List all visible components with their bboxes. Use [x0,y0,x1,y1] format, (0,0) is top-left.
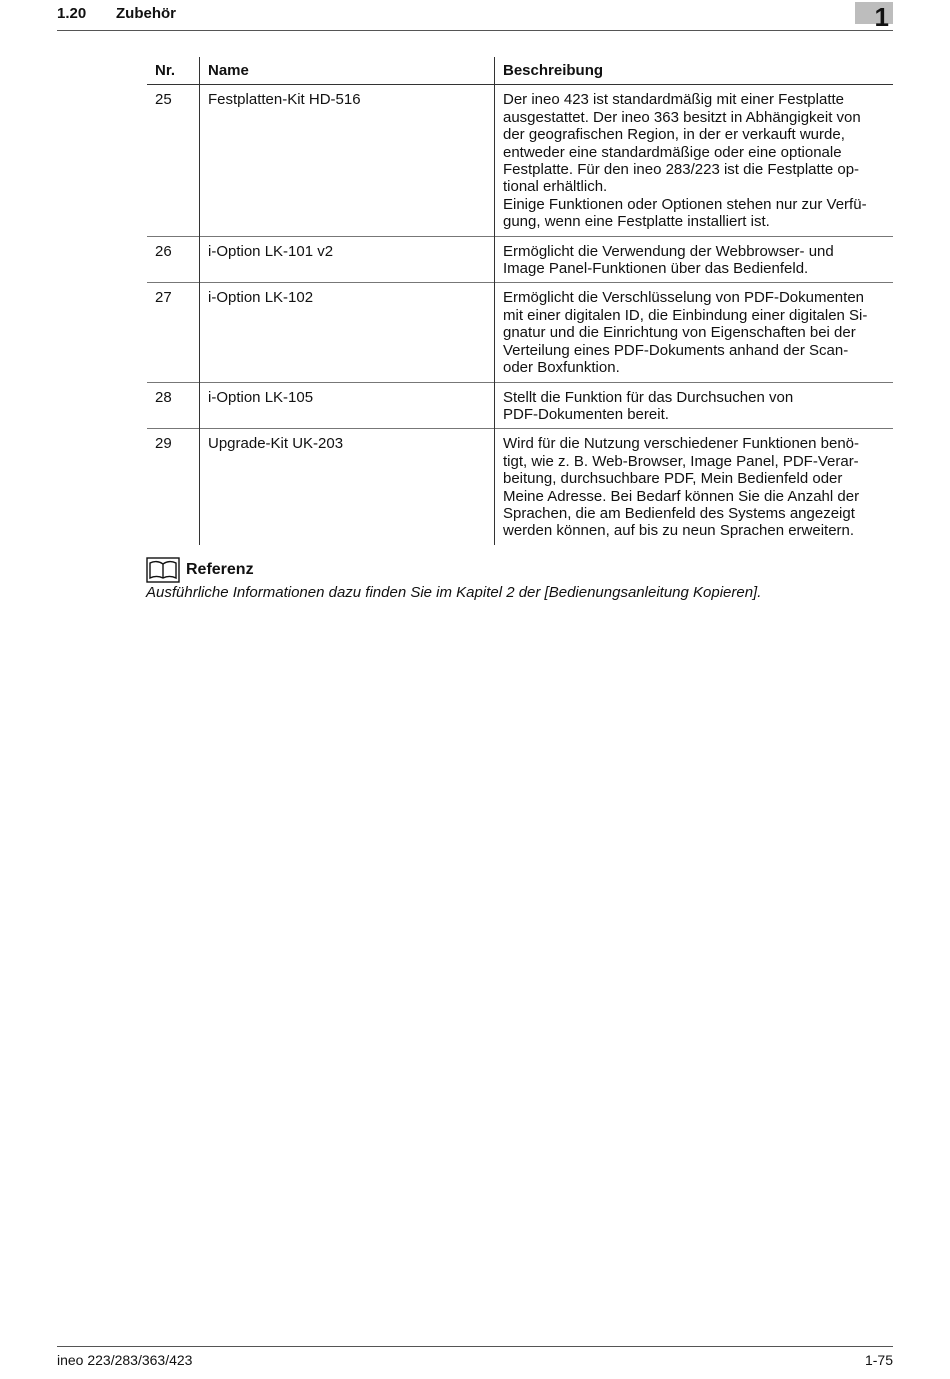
row-description: Stellt die Funktion für das Durchsuchen von PDF-Dokumenten bereit. [495,382,894,429]
footer-product: ineo 223/283/363/423 [57,1352,193,1368]
row-number: 28 [147,382,200,429]
table-row [147,85,893,236]
page-header [57,0,893,31]
table-header-row [147,57,893,85]
row-number: 29 [147,429,200,545]
page-footer [57,1346,893,1368]
footer-page-number: 1-75 [864,1352,893,1368]
row-number: 25 [155,91,172,109]
reference-text: Ausführliche Informationen dazu finden Sie im Kapitel 2 der [Bedienungsanleitung Kopieren]. [146,584,762,601]
table-row [147,283,893,382]
row-name: Festplatten-Kit HD-516 [200,85,495,236]
reference-title: Referenz [186,561,254,578]
section-number: 1.20 [57,5,87,22]
reference-note [146,557,906,601]
column-header-name: Name [200,57,495,85]
column-header-description: Beschreibung [495,57,894,85]
row-name: i-Option LK-105 [200,382,495,429]
column-header-nr: Nr. [147,57,200,85]
row-description: Wird für die Nutzung verschiedener Funktionen benö- tigt, wie z. B. Web-Browser, Image Panel, PDF-Verar- beitung, durchsuchbare PDF, Mein Bedienfeld oder Meine Adresse. Bei Bedarf können Sie die Anzahl der Sprachen, die am Bedienfeld des Systems angezeigt werden können, auf bis zu neun Sprachen erweitern. [495,429,894,545]
reference-heading [146,557,906,583]
row-description: Ermöglicht die Verschlüsselung von PDF-Dokumenten mit einer digitalen ID, die Einbindung einer digitalen Si- gnatur und die Einrichtung von Eigenschaften bei der Verteilung eines PDF-Dokuments anhand der Scan- oder Boxfunktion. [495,283,894,382]
table-row [147,429,893,545]
row-number: 27 [147,283,200,382]
section-title: Zubehör [116,5,176,22]
row-description: Ermöglicht die Verwendung der Webbrowser- und Image Panel-Funktionen über das Bedienfeld. [495,236,894,283]
table-row [147,382,893,429]
row-name: i-Option LK-102 [200,283,495,382]
row-name: Upgrade-Kit UK-203 [200,429,495,545]
table-row [147,236,893,283]
row-description: Der ineo 423 ist standardmäßig mit einer Festplatte ausgestattet. Der ineo 363 besitzt in Abhängigkeit von der geografischen Region, in der er verkauft wurde, entweder eine standardmäßige oder eine optionale Festplatte. Für den ineo 283/223 ist die Festplatte op- tional erhältlich. Einige Funktionen oder Optionen stehen nur zur Verfü- gung, wenn eine Festplatte installiert ist. [495,85,894,236]
chapter-badge: 1 [855,2,893,24]
row-name: i-Option LK-101 v2 [200,236,495,283]
book-icon [146,557,180,583]
row-number: 26 [147,236,200,283]
accessories-table [147,57,893,545]
